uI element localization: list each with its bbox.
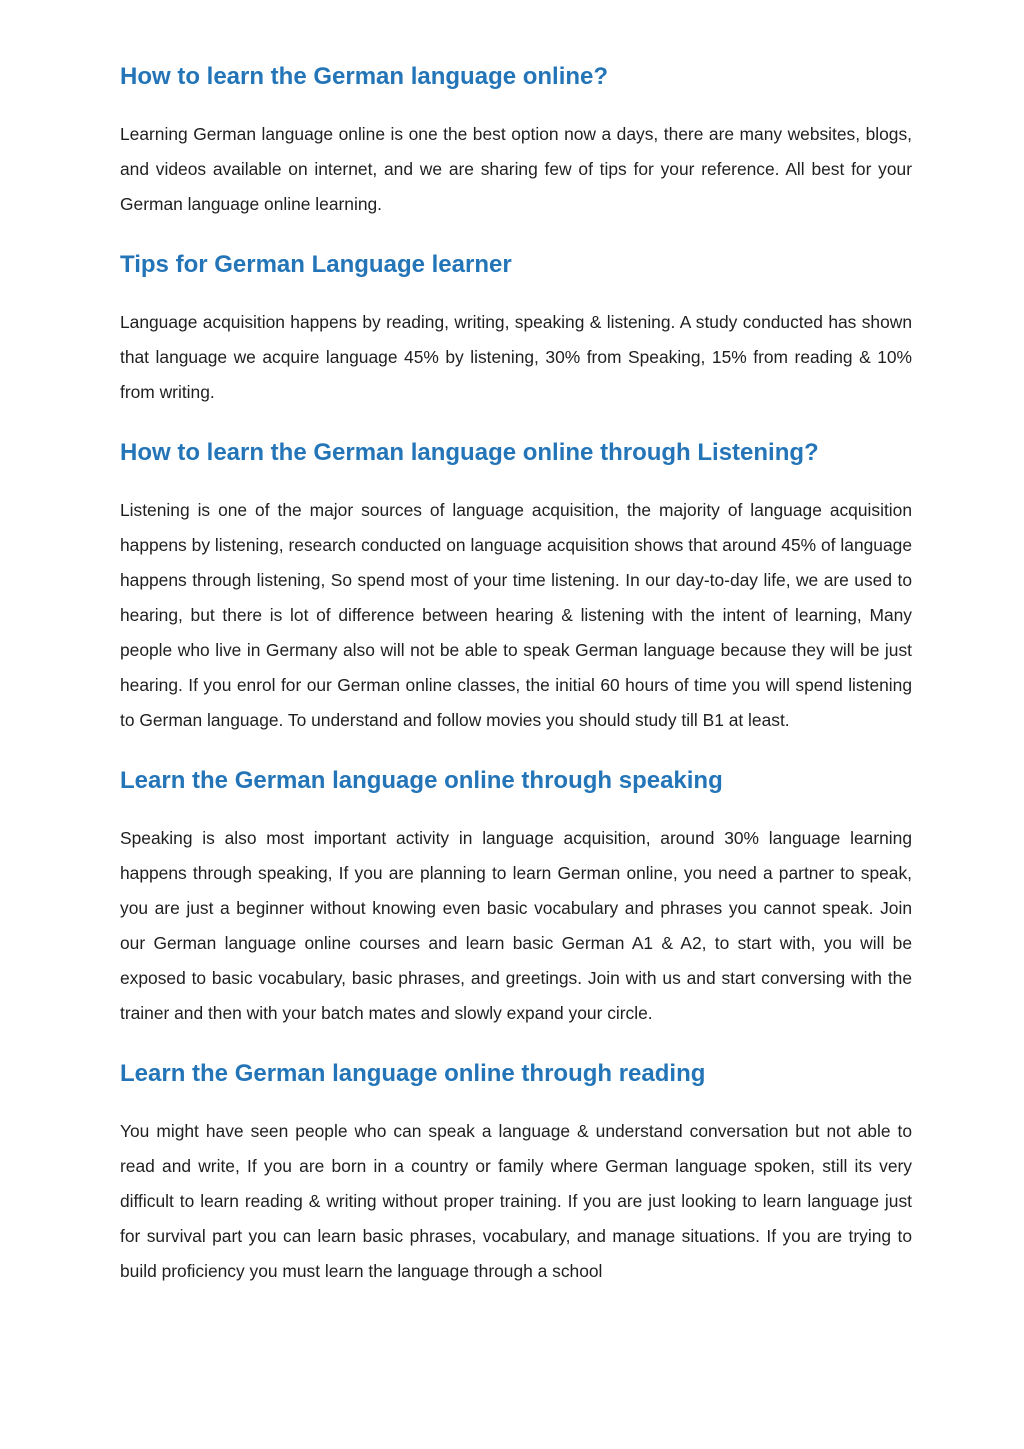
section-heading: Learn the German language online through reading	[120, 1060, 706, 1087]
section-paragraph: Learning German language online is one the best option now a days, there are many websites, blogs, and videos available on internet, and we are sharing few of tips for your reference. All best for your German language online learning.	[120, 124, 912, 214]
section-tips	[120, 248, 912, 410]
section-listening	[120, 436, 912, 738]
section-heading: Tips for German Language learner	[120, 251, 512, 278]
section-paragraph: Listening is one of the major sources of language acquisition, the majority of language acquisition happens by listening, research conducted on language acquisition shows that around 45% of language happens through listening, So spend most of your time listening. In our day-to-day life, we are used to hearing, but there is lot of difference between hearing & listening with the intent of learning, Many people who live in Germany also will not be able to speak German language because they will be just hearing. If you enrol for our German online classes, the initial 60 hours of time you will spend listening to German language. To understand and follow movies you should study till B1 at least.	[120, 500, 912, 730]
section-learn-online	[120, 60, 912, 222]
section-speaking	[120, 764, 912, 1031]
section-heading: How to learn the German language online?	[120, 63, 609, 90]
document-page	[120, 60, 912, 1315]
section-paragraph: You might have seen people who can speak a language & understand conversation but not able to read and write, If you are born in a country or family where German language spoken, still its very difficult to learn reading & writing without proper training. If you are just looking to learn language just for survival part you can learn basic phrases, vocabulary, and manage situations. If you are trying to build proficiency you must learn the language through a school	[120, 1121, 912, 1281]
section-heading: How to learn the German language online through Listening?	[120, 439, 819, 466]
section-heading: Learn the German language online through speaking	[120, 767, 723, 794]
section-reading	[120, 1057, 912, 1289]
section-paragraph: Language acquisition happens by reading, writing, speaking & listening. A study conducted has shown that language we acquire language 45% by listening, 30% from Speaking, 15% from reading & 10% from writing.	[120, 312, 912, 402]
section-paragraph: Speaking is also most important activity in language acquisition, around 30% language learning happens through speaking, If you are planning to learn German online, you need a partner to speak, you are just a beginner without knowing even basic vocabulary and phrases you cannot speak. Join our German language online courses and learn basic German A1 & A2, to start with, you will be exposed to basic vocabulary, basic phrases, and greetings. Join with us and start conversing with the trainer and then with your batch mates and slowly expand your circle.	[120, 828, 912, 1023]
